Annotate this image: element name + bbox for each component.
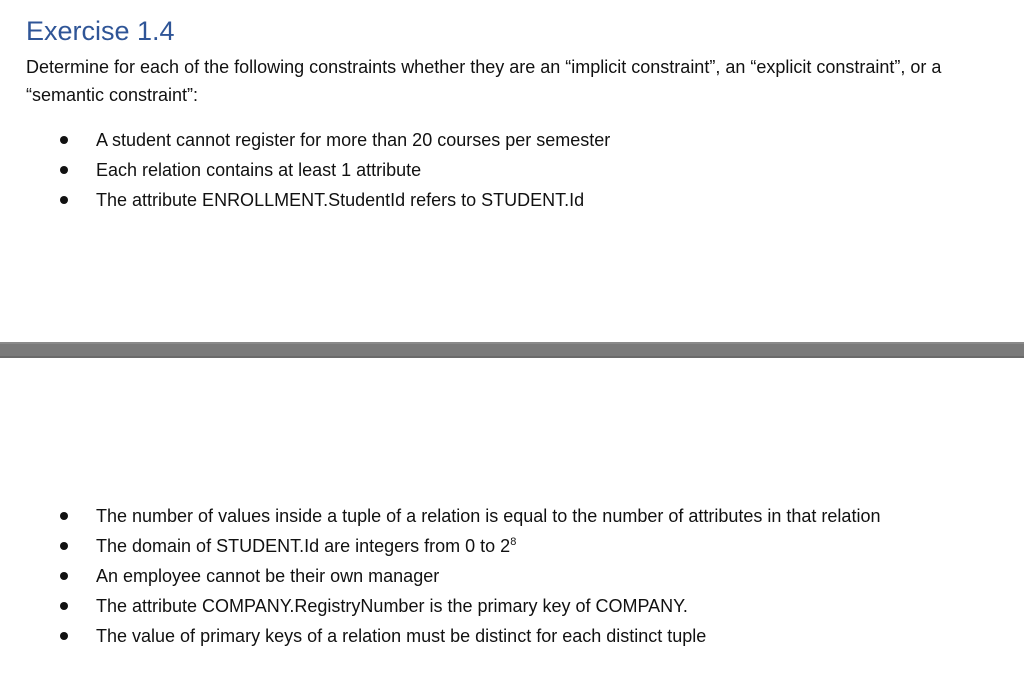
exponent: 8	[510, 536, 517, 548]
document-page-top	[0, 0, 1024, 342]
exercise-heading: Exercise 1.4	[26, 16, 175, 46]
list-item	[0, 156, 926, 184]
list-item	[0, 126, 926, 154]
list-item	[0, 562, 926, 590]
list-item-text: The number of values inside a tuple of a relation is equal to the number of attributes in that relation	[96, 506, 881, 526]
list-item-text: The domain of STUDENT.Id are integers from 0 to 2	[96, 536, 511, 556]
bullet-icon	[60, 512, 68, 520]
list-item-text: Each relation contains at least 1 attribute	[96, 160, 422, 180]
list-item-text: An employee cannot be their own manager	[96, 566, 440, 586]
list-item	[0, 532, 926, 560]
list-item-text: The attribute COMPANY.RegistryNumber is the primary key of COMPANY.	[96, 596, 688, 616]
bullet-icon	[60, 572, 68, 580]
bullet-icon	[60, 602, 68, 610]
constraint-list-bottom	[0, 502, 926, 652]
list-item	[0, 186, 926, 214]
bullet-icon	[60, 542, 68, 550]
list-item-text: A student cannot register for more than 20 courses per semester	[96, 130, 611, 150]
list-item	[0, 622, 926, 650]
bullet-icon	[60, 196, 68, 204]
list-item	[0, 592, 926, 620]
constraint-list-top	[0, 126, 926, 216]
exercise-intro: Determine for each of the following constraints whether they are an “implicit constraint”, an “explicit constraint”, or a “semantic constraint”:	[26, 57, 942, 105]
bullet-icon	[60, 166, 68, 174]
list-item-text: The value of primary keys of a relation must be distinct for each distinct tuple	[96, 626, 707, 646]
list-item	[0, 502, 926, 530]
bullet-icon	[60, 136, 68, 144]
document-page-bottom	[0, 358, 1024, 688]
bullet-icon	[60, 632, 68, 640]
list-item-text: The attribute ENROLLMENT.StudentId refers to STUDENT.Id	[96, 190, 585, 210]
page-separator	[0, 342, 1024, 358]
